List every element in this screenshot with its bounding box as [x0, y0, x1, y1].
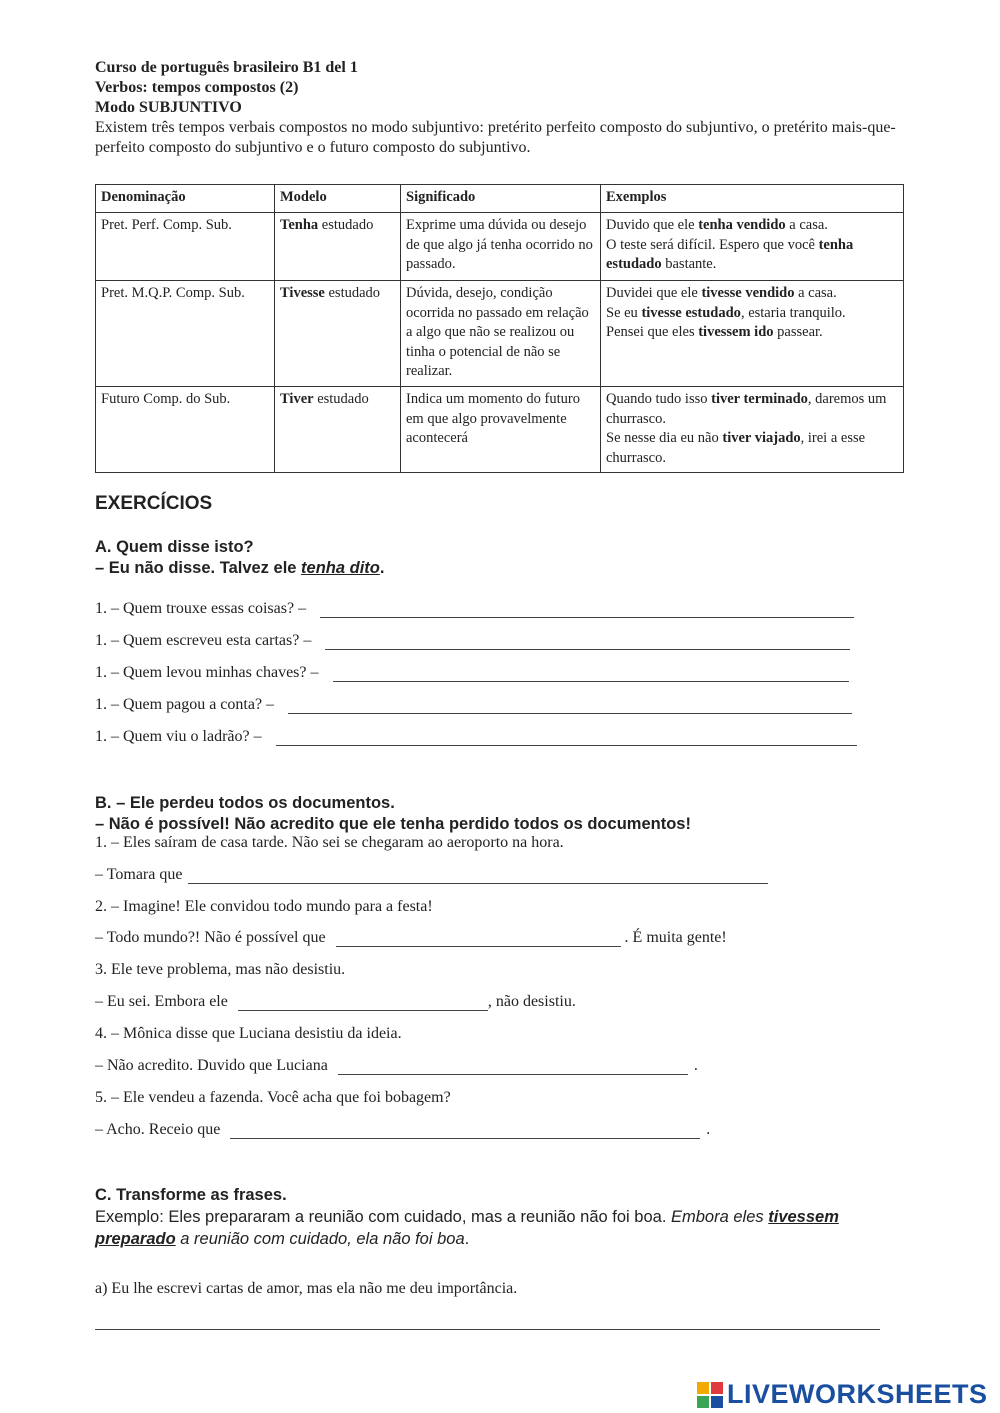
exercise-a-item — [95, 600, 854, 618]
section-a-model: – Eu não disse. Talvez ele tenha dito. — [95, 559, 385, 577]
exercise-b-question: 1. – Eles saíram de casa tarde. Não sei se chegaram ao aeroporto na hora. — [95, 834, 564, 851]
tense-name: Pret. M.Q.P. Comp. Sub. — [96, 281, 275, 387]
exercise-b-answer: – Eu sei. Embora ele , não desistiu. — [95, 993, 576, 1010]
mode-title: Modo SUBJUNTIVO — [95, 99, 242, 116]
exercise-b-answer: – Todo mundo?! Não é possível que . É muita gente! — [95, 929, 727, 946]
logo-icon — [697, 1382, 723, 1408]
column-header: Modelo — [275, 185, 401, 213]
column-header: Denominação — [96, 185, 275, 213]
exercise-b-question: 5. – Ele vendeu a fazenda. Você acha que foi bobagem? — [95, 1089, 451, 1106]
exercise-a-item — [95, 696, 852, 714]
exercise-a-item — [95, 664, 849, 682]
tense-examples: Quando tudo isso tiver terminado, daremos um churrasco. Se nesse dia eu não tiver viajado, irei a esse churrasco. — [601, 387, 904, 473]
exercise-a-question: 1. – Quem levou minhas chaves? – — [95, 664, 319, 681]
liveworksheets-logo — [697, 1379, 988, 1410]
tense-model: Tenha estudado — [275, 213, 401, 281]
exercise-b-question: 3. Ele teve problema, mas não desistiu. — [95, 961, 346, 978]
exercise-a-question: 1. – Quem escreveu esta cartas? – — [95, 632, 312, 649]
answer-blank[interactable] — [288, 699, 852, 714]
exercise-b-answer: – Acho. Receio que . — [95, 1121, 711, 1138]
course-title: Curso de português brasileiro B1 del 1 — [95, 59, 358, 76]
lesson-title: Verbos: tempos compostos (2) — [95, 79, 299, 96]
logo-square — [697, 1382, 709, 1394]
logo-square — [711, 1382, 723, 1394]
exercise-c-item: a) Eu lhe escrevi cartas de amor, mas ela não me deu importância. — [95, 1280, 518, 1297]
exercise-b-answer: – Tomara que — [95, 866, 768, 884]
tense-model: Tivesse estudado — [275, 281, 401, 387]
logo-square — [697, 1396, 709, 1408]
exercise-b-question: 2. – Imagine! Ele convidou todo mundo para a festa! — [95, 898, 433, 915]
section-a-title: A. Quem disse isto? — [95, 538, 254, 556]
exercise-a-question: 1. – Quem viu o ladrão? – — [95, 728, 262, 745]
table-header-row — [96, 185, 904, 213]
intro-paragraph: Existem três tempos verbais compostos no modo subjuntivo: pretérito perfeito composto do subjuntivo, o pretérito mais-que-perfeito composto do subjuntivo e o futuro composto do subjuntivo. — [95, 119, 896, 156]
answer-blank[interactable] — [333, 667, 849, 682]
table-row — [96, 281, 904, 387]
section-a-heading — [95, 537, 384, 579]
section-c-example: Exemplo: Eles prepararam a reunião com cuidado, mas a reunião não foi boa. Embora eles tivessem preparado a reunião com cuidado, ela não foi boa. — [95, 1208, 839, 1248]
exercise-b-answer: – Não acredito. Duvido que Luciana . — [95, 1057, 698, 1074]
document-header — [95, 58, 905, 158]
tense-meaning: Dúvida, desejo, condição ocorrida no passado em relação a algo que não se realizou ou tinha o potencial de não se realizar. — [401, 281, 601, 387]
logo-text: LIVEWORKSHEETS — [727, 1379, 988, 1409]
logo-square — [711, 1396, 723, 1408]
table-row — [96, 213, 904, 281]
answer-blank[interactable] — [325, 635, 850, 650]
exercises-title: EXERCÍCIOS — [95, 493, 213, 514]
answer-blank[interactable] — [188, 869, 768, 884]
answer-blank[interactable] — [336, 932, 621, 947]
answer-blank[interactable] — [230, 1124, 700, 1139]
answer-blank[interactable] — [338, 1060, 688, 1075]
tense-examples: Duvido que ele tenha vendido a casa. O teste será difícil. Espero que você tenha estudado bastante. — [601, 213, 904, 281]
answer-line[interactable] — [95, 1329, 880, 1330]
exercise-a-question: 1. – Quem trouxe essas coisas? – — [95, 600, 307, 617]
tense-examples: Duvidei que ele tivesse vendido a casa. Se eu tivesse estudado, estaria tranquilo. Pensei que eles tivessem ido passear. — [601, 281, 904, 387]
tense-name: Futuro Comp. do Sub. — [96, 387, 275, 473]
tense-name: Pret. Perf. Comp. Sub. — [96, 213, 275, 281]
answer-blank[interactable] — [238, 996, 488, 1011]
section-b-title: B. – Ele perdeu todos os documentos. — [95, 794, 395, 812]
column-header: Exemplos — [601, 185, 904, 213]
section-c-title: C. Transforme as frases. — [95, 1186, 287, 1204]
exercise-a-item — [95, 728, 857, 746]
tense-meaning: Exprime uma dúvida ou desejo de que algo já tenha ocorrido no passado. — [401, 213, 601, 281]
exercise-a-question: 1. – Quem pagou a conta? – — [95, 696, 275, 713]
section-b-model: – Não é possível! Não acredito que ele tenha perdido todos os documentos! — [95, 815, 691, 833]
table-row — [96, 387, 904, 473]
tense-meaning: Indica um momento do futuro em que algo provavelmente acontecerá — [401, 387, 601, 473]
grammar-table — [95, 184, 904, 473]
exercise-b-question: 4. – Mônica disse que Luciana desistiu da ideia. — [95, 1025, 402, 1042]
answer-blank[interactable] — [320, 603, 854, 618]
section-b-heading — [95, 793, 691, 835]
tense-model: Tiver estudado — [275, 387, 401, 473]
answer-blank[interactable] — [276, 731, 857, 746]
column-header: Significado — [401, 185, 601, 213]
exercise-a-item — [95, 632, 850, 650]
